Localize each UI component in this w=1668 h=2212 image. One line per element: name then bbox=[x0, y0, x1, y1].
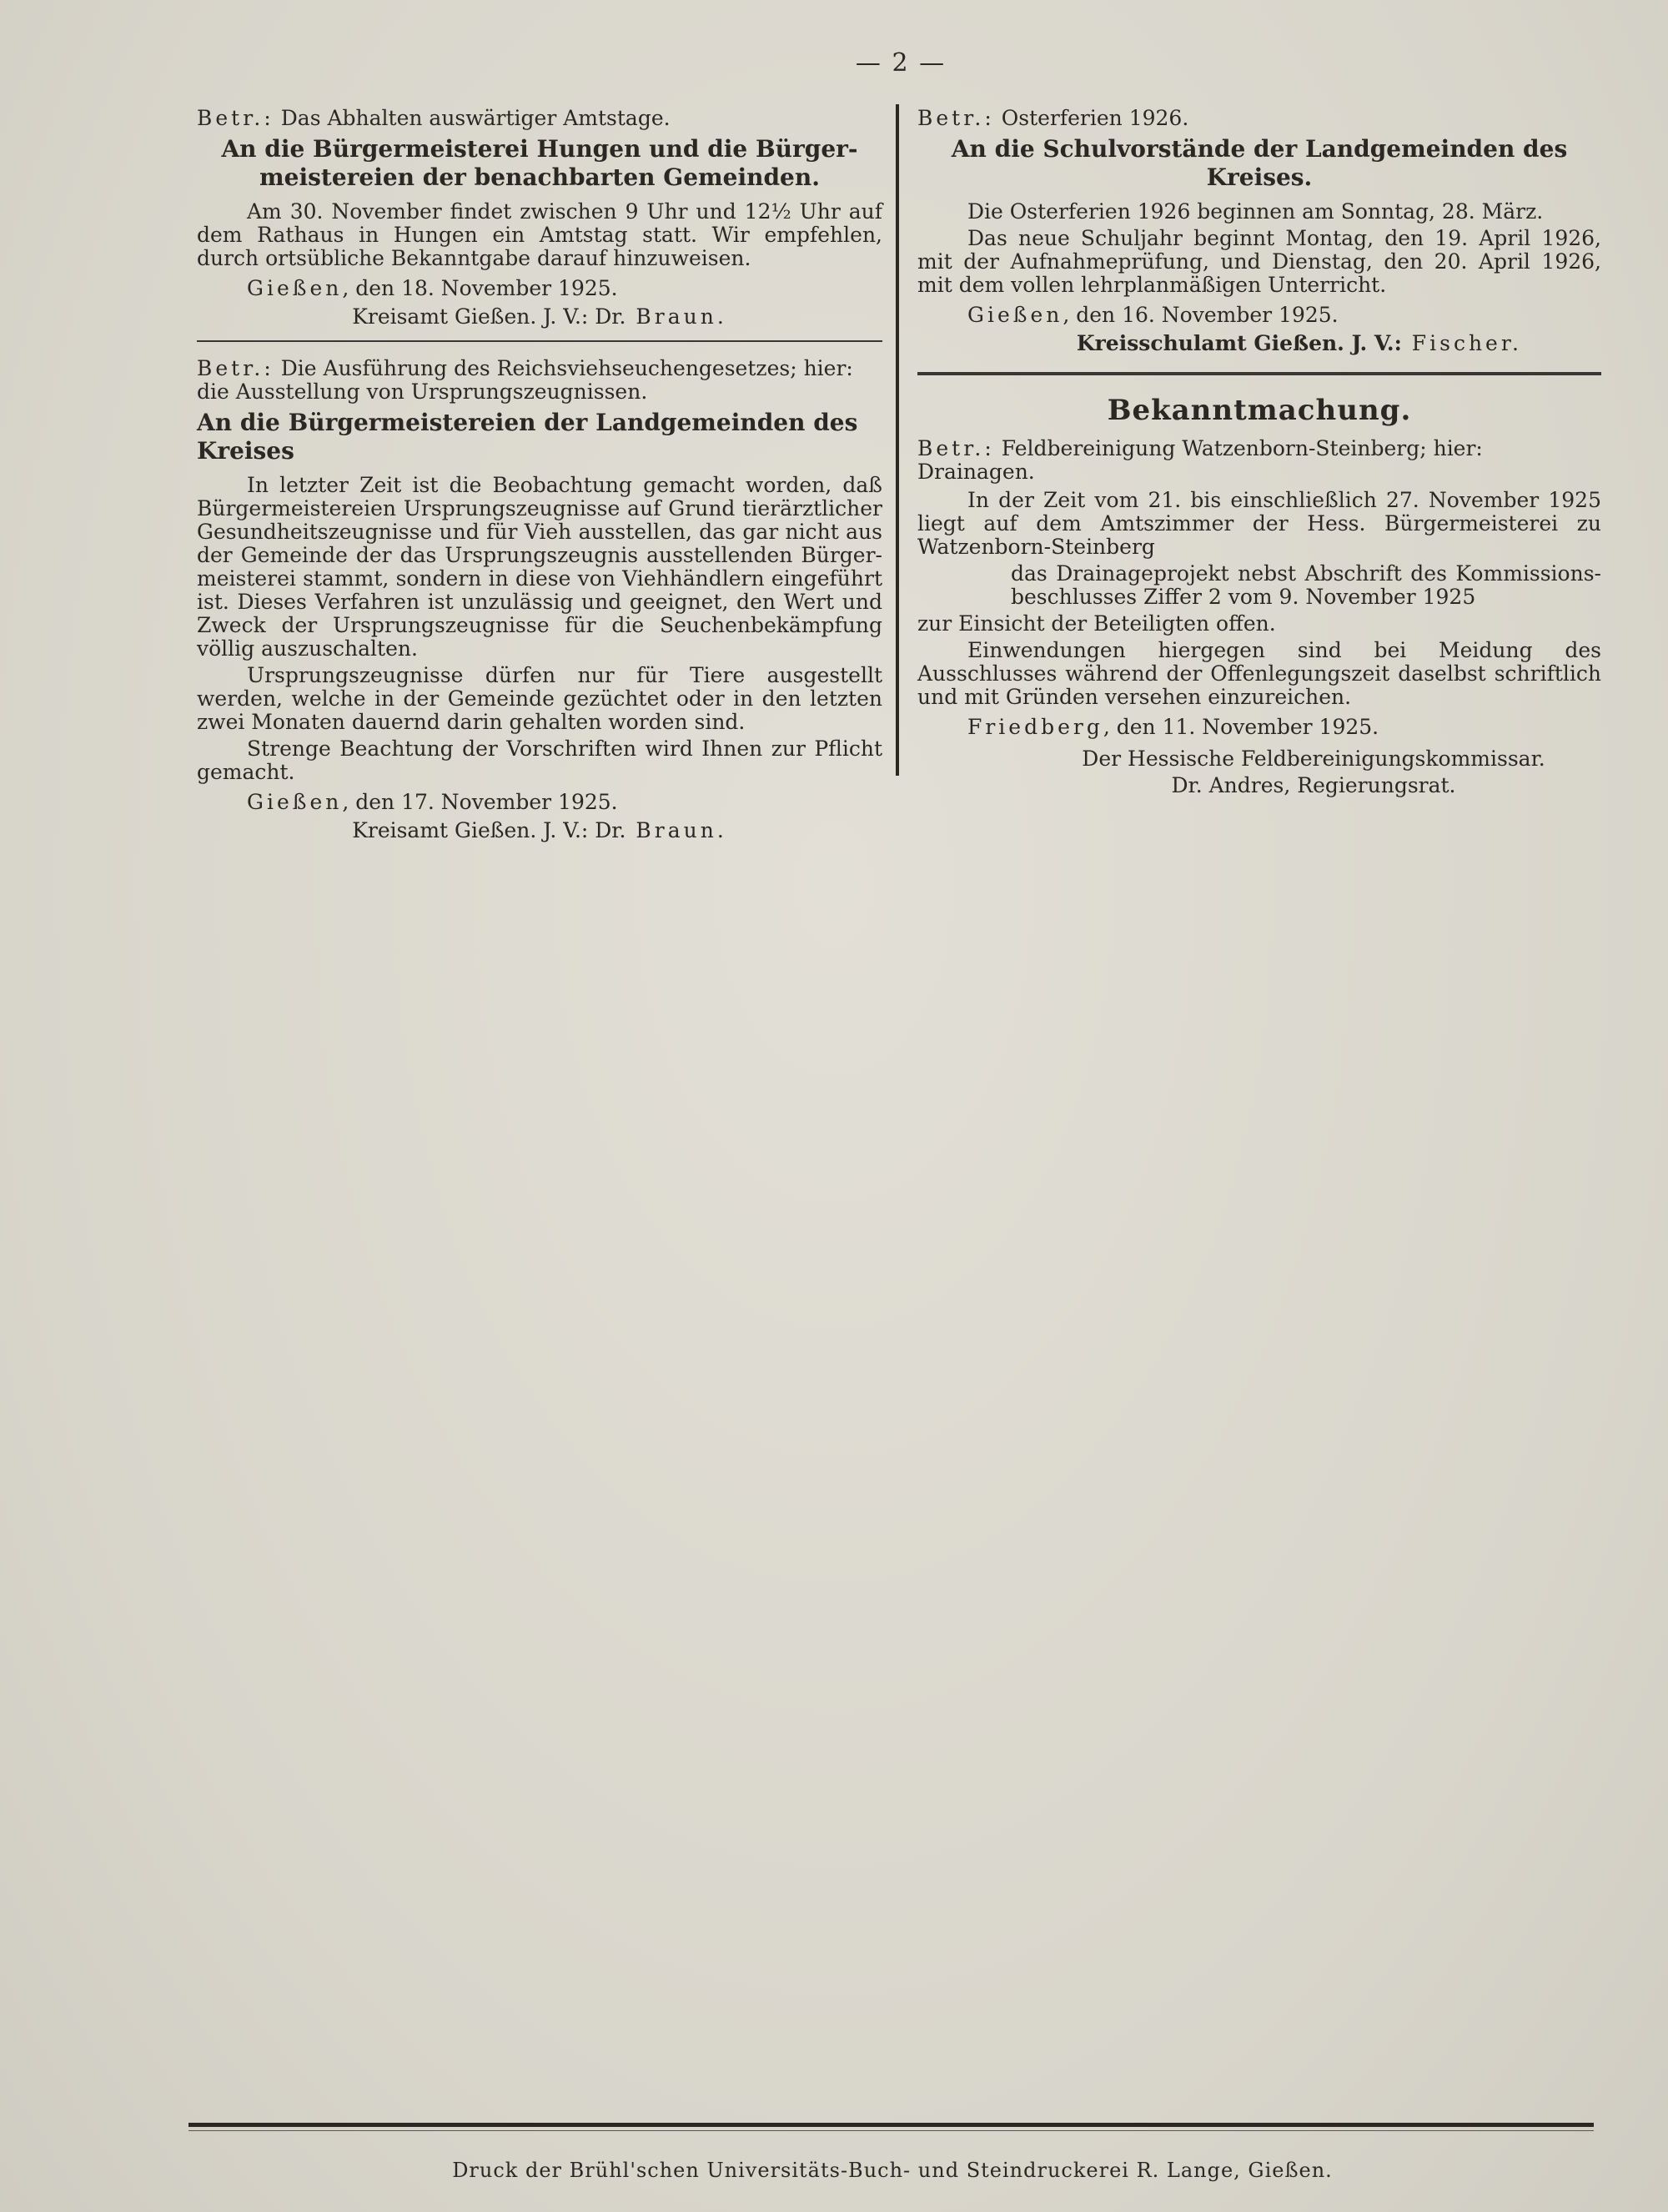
signature-office: Der Hessische Feldbereinigungskommissar. bbox=[1082, 747, 1545, 771]
subject-text: Osterferien 1926. bbox=[994, 106, 1189, 130]
notice-body: Die Osterferien 1926 beginnen am Sonntag, 28. März. bbox=[967, 199, 1544, 224]
addressee: An die Bürgermeisterei Hungen und die Bürgermeistereien der benachbarten Gemeinden. bbox=[221, 135, 858, 191]
addressee: An die Bürgermeistereien der Landgemeinden des Kreises bbox=[197, 409, 858, 465]
notice-body: Das neue Schuljahr beginnt Montag, den 19. April 1926, mit der Aufnahmeprüfung, und Dienstag, den 20. April 1926, mit dem vollen lehrplanmäßigen Unterricht. bbox=[917, 226, 1601, 297]
subject-line bbox=[917, 107, 1601, 130]
column-divider bbox=[896, 104, 899, 776]
notice-amtstage bbox=[197, 107, 882, 329]
notice-body: In der Zeit vom 21. bis einschließlich 27. November 1925 liegt auf dem Amtszimmer der Hess. Bürgermeisterei zu Watzenborn-Steinberg bbox=[917, 488, 1601, 559]
subject-text: Das Abhalten auswärtiger Amtstage. bbox=[274, 106, 671, 130]
subject-text: Die Ausführung des Reichsviehseuchengesetzes; hier: die Ausstellung von Ursprungszeugnissen. bbox=[197, 356, 853, 404]
notice-body: das Drainageprojekt nebst Abschrift des Kommissionsbeschlusses Ziffer 2 vom 9. November 1925 bbox=[1011, 561, 1601, 609]
notice-bekanntmachung bbox=[917, 394, 1601, 797]
notice-ursprungszeugnisse bbox=[197, 357, 882, 842]
notice-body: Am 30. November findet zwischen 9 Uhr und 12½ Uhr auf dem Rathaus in Hungen ein Amtstag statt. Wir empfehlen, durch ortsübliche Bekanntgabe darauf hinzuweisen. bbox=[197, 199, 882, 270]
subject-text: Feldbereinigung Watzenborn-Steinberg; hier: Drainagen. bbox=[917, 436, 1483, 484]
date-text: , den 18. November 1925. bbox=[342, 276, 618, 300]
dateline bbox=[917, 304, 1601, 327]
left-column bbox=[197, 107, 882, 842]
signature-name: Dr. Andres, Regierungsrat. bbox=[1171, 773, 1456, 797]
signature-office: Kreisamt Gießen. J. V.: Dr. bbox=[352, 818, 626, 842]
notice-body: In letzter Zeit ist die Beobachtung gemacht worden, daß Bürgermeistereien Ursprungszeugnisse auf Grund tierärztlicher Gesundheitszeugnisse und für Vieh ausstellen, das gar nicht aus der Gemeinde der das Ursprungszeugnis ausstellenden Bürgermeisterei stammt, sondern in diese von Viehhändlern eingeführt ist. Dieses Verfahren ist unzulässig und geeignet, den Wert und Zweck der Ursprungszeugnisse für die Seuchenbekämpfung völlig auszuschalten. bbox=[197, 473, 882, 661]
footer-rule-thin bbox=[188, 2130, 1594, 2131]
date-text: , den 11. November 1925. bbox=[1103, 715, 1379, 739]
signature bbox=[197, 305, 882, 329]
signature-name: Braun. bbox=[626, 304, 727, 329]
subject-label: Betr.: bbox=[917, 436, 995, 460]
notice-body: Ursprungszeugnisse dürfen nur für Tiere ausgestellt werden, welche in der Gemeinde gezüchtet oder in den letzten zwei Monaten dauernd darin gehalten worden sind. bbox=[197, 663, 882, 734]
notice-body: Strenge Beachtung der Vorschriften wird Ihnen zur Pflicht gemacht. bbox=[197, 736, 882, 784]
subject-line bbox=[197, 107, 882, 130]
signature-office: Kreisschulamt Gießen. J. V.: bbox=[1076, 331, 1402, 355]
signature-name: Fischer. bbox=[1401, 331, 1522, 355]
notice-body: Einwendungen hiergegen sind bei Meidung des Ausschlusses während der Offenlegungszeit daselbst schriftlich und mit Gründen versehen einzureichen. bbox=[917, 638, 1601, 709]
addressee: An die Schulvorstände der Landgemeinden des Kreises. bbox=[951, 135, 1568, 191]
section-divider bbox=[917, 372, 1601, 375]
signature bbox=[197, 819, 882, 842]
printer-imprint: Druck der Brühl'schen Universitäts-Buch- und Steindruckerei R. Lange, Gießen. bbox=[452, 2159, 1333, 2182]
notice-body: zur Einsicht der Beteiligten offen. bbox=[917, 611, 1276, 636]
subject-line bbox=[917, 437, 1601, 484]
date-place: Gießen bbox=[247, 790, 343, 814]
notice-osterferien bbox=[917, 107, 1601, 355]
footer-rule bbox=[188, 2123, 1594, 2127]
subject-label: Betr.: bbox=[197, 106, 274, 130]
subject-line bbox=[197, 357, 882, 404]
dateline bbox=[197, 791, 882, 814]
date-text: , den 17. November 1925. bbox=[342, 790, 618, 814]
page-number: — 2 — bbox=[855, 48, 947, 78]
date-place: Gießen bbox=[967, 303, 1063, 327]
right-column bbox=[917, 107, 1601, 797]
subject-label: Betr.: bbox=[197, 356, 274, 380]
subject-label: Betr.: bbox=[917, 106, 995, 130]
date-place: Friedberg bbox=[967, 715, 1103, 739]
signature-office: Kreisamt Gießen. J. V.: Dr. bbox=[352, 304, 626, 329]
notice-heading: Bekanntmachung. bbox=[1107, 394, 1412, 427]
date-text: , den 16. November 1925. bbox=[1063, 303, 1339, 327]
signature bbox=[917, 332, 1601, 355]
date-place: Gießen bbox=[247, 276, 343, 300]
signature-name: Braun. bbox=[626, 818, 727, 842]
section-divider bbox=[197, 340, 882, 342]
dateline bbox=[197, 277, 882, 300]
dateline bbox=[917, 716, 1601, 739]
